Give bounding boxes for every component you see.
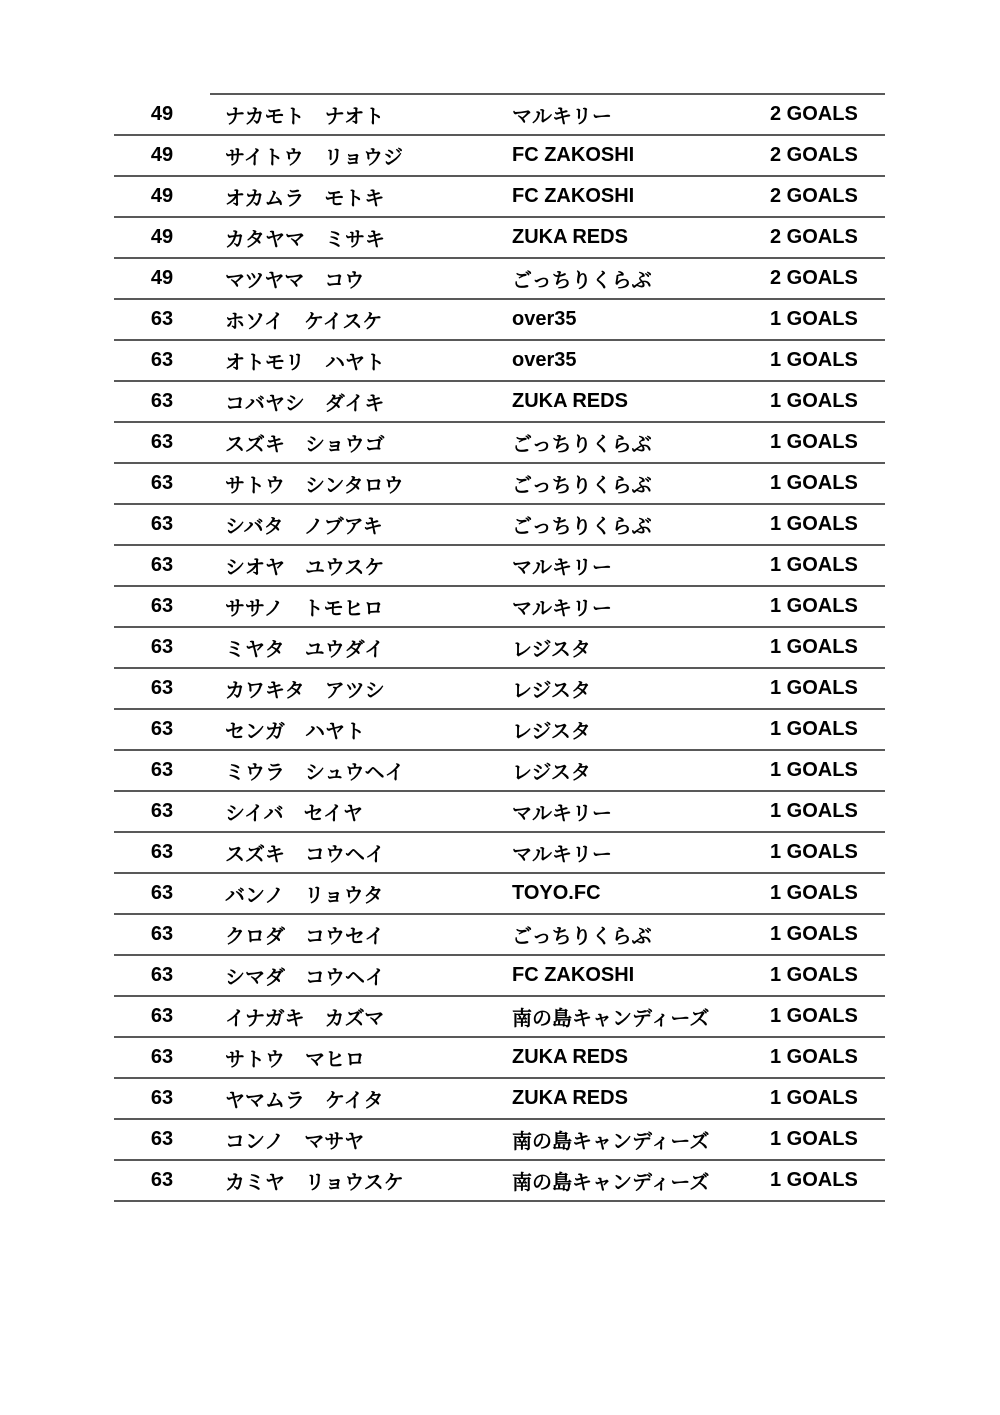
goals-cell: 1 GOALS [755, 505, 885, 546]
player-name-cell: シバタ ノブアキ [210, 505, 497, 546]
goals-cell: 1 GOALS [755, 300, 885, 341]
team-name-cell: マルキリー [497, 546, 755, 587]
table-row [114, 1120, 885, 1161]
rank-cell: 63 [114, 997, 210, 1038]
team-name-cell: ZUKA REDS [497, 382, 755, 423]
player-name-cell: ナカモト ナオト [210, 93, 497, 136]
rank-cell: 63 [114, 956, 210, 997]
player-name-cell: シオヤ ユウスケ [210, 546, 497, 587]
player-name-cell: マツヤマ コウ [210, 259, 497, 300]
team-name-cell: マルキリー [497, 792, 755, 833]
player-name-cell: スズキ ショウゴ [210, 423, 497, 464]
rank-cell: 63 [114, 628, 210, 669]
team-name-cell: over35 [497, 341, 755, 382]
rank-cell: 63 [114, 1079, 210, 1120]
team-name-cell: 南の島キャンディーズ [497, 1161, 755, 1202]
table-row [114, 710, 885, 751]
rank-cell: 63 [114, 587, 210, 628]
rank-cell: 63 [114, 833, 210, 874]
goals-cell: 1 GOALS [755, 874, 885, 915]
goals-cell: 1 GOALS [755, 710, 885, 751]
player-name-cell: ミウラ シュウヘイ [210, 751, 497, 792]
player-name-cell: バンノ リョウタ [210, 874, 497, 915]
goals-cell: 1 GOALS [755, 1120, 885, 1161]
rank-cell: 49 [114, 177, 210, 218]
rank-cell: 49 [114, 218, 210, 259]
table-row [114, 956, 885, 997]
player-name-cell: ササノ トモヒロ [210, 587, 497, 628]
rank-cell: 63 [114, 669, 210, 710]
table-row [114, 177, 885, 218]
team-name-cell: マルキリー [497, 93, 755, 136]
goals-cell: 1 GOALS [755, 1161, 885, 1202]
goals-cell: 1 GOALS [755, 587, 885, 628]
rank-cell: 49 [114, 136, 210, 177]
table-row [114, 628, 885, 669]
team-name-cell: レジスタ [497, 710, 755, 751]
rank-cell: 63 [114, 792, 210, 833]
player-name-cell: シマダ コウヘイ [210, 956, 497, 997]
table-row [114, 669, 885, 710]
goals-cell: 1 GOALS [755, 628, 885, 669]
goals-cell: 1 GOALS [755, 751, 885, 792]
rank-cell: 63 [114, 915, 210, 956]
team-name-cell: TOYO.FC [497, 874, 755, 915]
team-name-cell: 南の島キャンディーズ [497, 997, 755, 1038]
goals-cell: 1 GOALS [755, 464, 885, 505]
team-name-cell: マルキリー [497, 833, 755, 874]
player-name-cell: ホソイ ケイスケ [210, 300, 497, 341]
table-row [114, 1161, 885, 1202]
team-name-cell: ごっちりくらぶ [497, 915, 755, 956]
table-row [114, 833, 885, 874]
rank-cell: 63 [114, 1120, 210, 1161]
player-name-cell: ミヤタ ユウダイ [210, 628, 497, 669]
team-name-cell: ごっちりくらぶ [497, 259, 755, 300]
table-row [114, 915, 885, 956]
team-name-cell: FC ZAKOSHI [497, 956, 755, 997]
rank-cell: 63 [114, 751, 210, 792]
goals-cell: 1 GOALS [755, 915, 885, 956]
table-row [114, 505, 885, 546]
table-row [114, 792, 885, 833]
table-row [114, 874, 885, 915]
table-row [114, 464, 885, 505]
player-name-cell: センガ ハヤト [210, 710, 497, 751]
rank-cell: 49 [114, 93, 210, 136]
team-name-cell: マルキリー [497, 587, 755, 628]
table-row [114, 423, 885, 464]
player-name-cell: オトモリ ハヤト [210, 341, 497, 382]
player-name-cell: カワキタ アツシ [210, 669, 497, 710]
goals-cell: 1 GOALS [755, 956, 885, 997]
rank-cell: 63 [114, 710, 210, 751]
team-name-cell: レジスタ [497, 669, 755, 710]
table-row [114, 341, 885, 382]
player-name-cell: カミヤ リョウスケ [210, 1161, 497, 1202]
goals-cell: 1 GOALS [755, 669, 885, 710]
table-row [114, 587, 885, 628]
table-row [114, 546, 885, 587]
rank-cell: 63 [114, 423, 210, 464]
goals-cell: 1 GOALS [755, 1038, 885, 1079]
player-name-cell: スズキ コウヘイ [210, 833, 497, 874]
goals-cell: 1 GOALS [755, 997, 885, 1038]
rank-cell: 63 [114, 1038, 210, 1079]
table-row [114, 218, 885, 259]
player-name-cell: サトウ マヒロ [210, 1038, 497, 1079]
goals-cell: 2 GOALS [755, 259, 885, 300]
goals-cell: 2 GOALS [755, 177, 885, 218]
player-name-cell: オカムラ モトキ [210, 177, 497, 218]
team-name-cell: ZUKA REDS [497, 1038, 755, 1079]
team-name-cell: FC ZAKOSHI [497, 136, 755, 177]
rank-cell: 63 [114, 1161, 210, 1202]
player-name-cell: クロダ コウセイ [210, 915, 497, 956]
goals-cell: 1 GOALS [755, 546, 885, 587]
team-name-cell: ごっちりくらぶ [497, 423, 755, 464]
team-name-cell: over35 [497, 300, 755, 341]
table-row [114, 300, 885, 341]
player-name-cell: カタヤマ ミサキ [210, 218, 497, 259]
team-name-cell: 南の島キャンディーズ [497, 1120, 755, 1161]
team-name-cell: FC ZAKOSHI [497, 177, 755, 218]
rank-cell: 63 [114, 464, 210, 505]
team-name-cell: ZUKA REDS [497, 218, 755, 259]
goals-cell: 2 GOALS [755, 93, 885, 136]
rank-cell: 63 [114, 382, 210, 423]
goals-cell: 1 GOALS [755, 423, 885, 464]
table-row [114, 1038, 885, 1079]
team-name-cell: ごっちりくらぶ [497, 464, 755, 505]
table-row [114, 259, 885, 300]
team-name-cell: レジスタ [497, 751, 755, 792]
table-row [114, 136, 885, 177]
rank-cell: 63 [114, 341, 210, 382]
goals-cell: 1 GOALS [755, 382, 885, 423]
rank-cell: 49 [114, 259, 210, 300]
table-row [114, 93, 885, 136]
rank-cell: 63 [114, 300, 210, 341]
table-row [114, 1079, 885, 1120]
team-name-cell: レジスタ [497, 628, 755, 669]
table-row [114, 997, 885, 1038]
goal-scorer-table-body [114, 93, 885, 1202]
table-row [114, 751, 885, 792]
goals-cell: 1 GOALS [755, 833, 885, 874]
table-row [114, 382, 885, 423]
goals-cell: 1 GOALS [755, 1079, 885, 1120]
goal-scorer-table [114, 93, 885, 1202]
player-name-cell: ヤマムラ ケイタ [210, 1079, 497, 1120]
player-name-cell: シイバ セイヤ [210, 792, 497, 833]
player-name-cell: コバヤシ ダイキ [210, 382, 497, 423]
goals-cell: 2 GOALS [755, 218, 885, 259]
rank-cell: 63 [114, 874, 210, 915]
player-name-cell: コンノ マサヤ [210, 1120, 497, 1161]
rank-cell: 63 [114, 505, 210, 546]
team-name-cell: ごっちりくらぶ [497, 505, 755, 546]
goals-cell: 1 GOALS [755, 792, 885, 833]
rank-cell: 63 [114, 546, 210, 587]
goals-cell: 2 GOALS [755, 136, 885, 177]
player-name-cell: イナガキ カズマ [210, 997, 497, 1038]
team-name-cell: ZUKA REDS [497, 1079, 755, 1120]
player-name-cell: サイトウ リョウジ [210, 136, 497, 177]
goals-cell: 1 GOALS [755, 341, 885, 382]
player-name-cell: サトウ シンタロウ [210, 464, 497, 505]
